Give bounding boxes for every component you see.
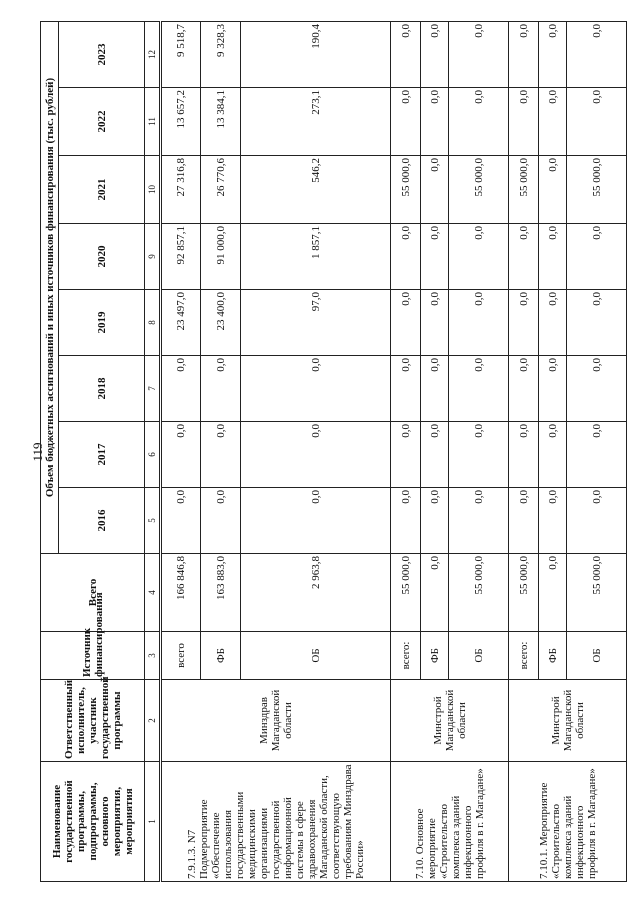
header-year: 2021 xyxy=(59,156,145,224)
year-value: 0,0 xyxy=(539,224,567,290)
executor: Минстрой Магаданской области xyxy=(391,680,509,762)
header-source: Источник финансирования xyxy=(41,632,145,680)
year-value: 0,0 xyxy=(449,488,509,554)
executor: Минздрав Магаданской области xyxy=(161,680,391,762)
year-value: 9 328,3 xyxy=(201,21,241,87)
column-number: 9 xyxy=(145,224,161,290)
funding-source: ФБ xyxy=(421,632,449,680)
funding-source: ОБ xyxy=(567,632,627,680)
total-value: 55 000,0 xyxy=(449,554,509,632)
total-value: 55 000,0 xyxy=(509,554,539,632)
year-value: 0,0 xyxy=(391,88,421,156)
year-value: 0,0 xyxy=(509,488,539,554)
funding-source: ОБ xyxy=(241,632,391,680)
year-value: 0,0 xyxy=(509,422,539,488)
column-number: 6 xyxy=(145,422,161,488)
year-value: 0,0 xyxy=(421,488,449,554)
total-value: 55 000,0 xyxy=(567,554,627,632)
year-value: 0,0 xyxy=(391,488,421,554)
column-number: 8 xyxy=(145,290,161,356)
column-number: 1 xyxy=(145,762,161,882)
column-number: 4 xyxy=(145,554,161,632)
column-number: 7 xyxy=(145,356,161,422)
header-executor: Ответственный исполнитель, участник государственной программы xyxy=(41,680,145,762)
measure-name: 7.9.1.3. N7 Подмероприятие «Обеспечение использования государственными медицинскими организациями государственной информационной системы в сфере здравоохранения Магаданской области, соответствующую требованиям Минздрава России» xyxy=(161,762,391,882)
year-value: 0,0 xyxy=(421,21,449,87)
year-value: 0,0 xyxy=(539,290,567,356)
year-value: 97,0 xyxy=(241,290,391,356)
year-value: 0,0 xyxy=(539,21,567,87)
column-number: 5 xyxy=(145,488,161,554)
year-value: 0,0 xyxy=(201,356,241,422)
header-volume: Объем бюджетных ассигнований и иных источников финансирования (тыс. рублей) xyxy=(41,21,59,553)
year-value: 9 518,7 xyxy=(161,21,201,87)
year-value: 0,0 xyxy=(449,88,509,156)
year-value: 0,0 xyxy=(509,356,539,422)
year-value: 13 657,2 xyxy=(161,88,201,156)
year-value: 55 000,0 xyxy=(449,156,509,224)
year-value: 0,0 xyxy=(509,290,539,356)
year-value: 0,0 xyxy=(241,356,391,422)
year-value: 0,0 xyxy=(539,488,567,554)
year-value: 0,0 xyxy=(567,224,627,290)
year-value: 0,0 xyxy=(509,88,539,156)
year-value: 0,0 xyxy=(161,488,201,554)
measure-name: 7.10. Основное мероприятие «Строительство комплекса зданий инфекционного профиля в г. Магадане» xyxy=(391,762,509,882)
year-value: 91 000,0 xyxy=(201,224,241,290)
year-value: 0,0 xyxy=(509,224,539,290)
year-value: 0,0 xyxy=(567,422,627,488)
funding-source: всего: xyxy=(509,632,539,680)
year-value: 0,0 xyxy=(391,224,421,290)
year-value: 27 316,8 xyxy=(161,156,201,224)
year-value: 55 000,0 xyxy=(509,156,539,224)
header-name: Наименование государственной программы, подпрограммы, основного мероприятия, мероприятия xyxy=(41,762,145,882)
header-year: 2022 xyxy=(59,88,145,156)
year-value: 0,0 xyxy=(509,21,539,87)
column-number: 10 xyxy=(145,156,161,224)
funding-source: всего xyxy=(161,632,201,680)
year-value: 0,0 xyxy=(567,21,627,87)
year-value: 0,0 xyxy=(241,422,391,488)
column-number: 2 xyxy=(145,680,161,762)
header-total: Всего xyxy=(41,554,145,632)
year-value: 0,0 xyxy=(421,156,449,224)
page-number: 119 xyxy=(30,442,45,462)
total-value: 0,0 xyxy=(539,554,567,632)
column-number: 12 xyxy=(145,21,161,87)
year-value: 0,0 xyxy=(421,356,449,422)
header-year: 2023 xyxy=(59,21,145,87)
funding-source: всего: xyxy=(391,632,421,680)
year-value: 0,0 xyxy=(391,290,421,356)
year-value: 0,0 xyxy=(567,488,627,554)
year-value: 0,0 xyxy=(421,224,449,290)
year-value: 0,0 xyxy=(449,290,509,356)
total-value: 0,0 xyxy=(421,554,449,632)
year-value: 55 000,0 xyxy=(567,156,627,224)
table-row xyxy=(509,21,539,881)
total-value: 166 846,8 xyxy=(161,554,201,632)
year-value: 0,0 xyxy=(421,290,449,356)
executor: Минстрой Магаданской области xyxy=(509,680,627,762)
funding-source: ФБ xyxy=(201,632,241,680)
year-value: 0,0 xyxy=(539,156,567,224)
year-value: 0,0 xyxy=(201,488,241,554)
year-value: 26 770,6 xyxy=(201,156,241,224)
header-year: 2017 xyxy=(59,422,145,488)
year-value: 190,4 xyxy=(241,21,391,87)
year-value: 0,0 xyxy=(567,356,627,422)
year-value: 0,0 xyxy=(201,422,241,488)
year-value: 0,0 xyxy=(449,422,509,488)
year-value: 13 384,1 xyxy=(201,88,241,156)
table-row xyxy=(391,21,421,881)
year-value: 273,1 xyxy=(241,88,391,156)
year-value: 0,0 xyxy=(391,356,421,422)
funding-source: ОБ xyxy=(449,632,509,680)
year-value: 0,0 xyxy=(391,422,421,488)
total-value: 163 883,0 xyxy=(201,554,241,632)
year-value: 0,0 xyxy=(391,21,421,87)
financing-table xyxy=(40,21,627,882)
year-value: 0,0 xyxy=(539,422,567,488)
year-value: 55 000,0 xyxy=(391,156,421,224)
funding-source: ФБ xyxy=(539,632,567,680)
year-value: 0,0 xyxy=(421,422,449,488)
year-value: 0,0 xyxy=(539,88,567,156)
year-value: 0,0 xyxy=(449,224,509,290)
header-row-top xyxy=(41,21,59,881)
year-value: 0,0 xyxy=(241,488,391,554)
year-value: 0,0 xyxy=(421,88,449,156)
header-year: 2016 xyxy=(59,488,145,554)
measure-name: 7.10.1. Мероприятие «Строительство комплекса зданий инфекционного профиля в г. Магадане» xyxy=(509,762,627,882)
year-value: 92 857,1 xyxy=(161,224,201,290)
total-value: 2 963,8 xyxy=(241,554,391,632)
year-value: 0,0 xyxy=(567,290,627,356)
year-value: 0,0 xyxy=(539,356,567,422)
rotated-table-sheet xyxy=(40,22,603,882)
table-row xyxy=(161,21,201,881)
header-year: 2020 xyxy=(59,224,145,290)
column-number-row xyxy=(145,21,161,881)
header-year: 2019 xyxy=(59,290,145,356)
header-year: 2018 xyxy=(59,356,145,422)
year-value: 23 497,0 xyxy=(161,290,201,356)
column-number: 3 xyxy=(145,632,161,680)
year-value: 0,0 xyxy=(161,422,201,488)
year-value: 0,0 xyxy=(161,356,201,422)
year-value: 23 400,0 xyxy=(201,290,241,356)
total-value: 55 000,0 xyxy=(391,554,421,632)
year-value: 546,2 xyxy=(241,156,391,224)
year-value: 0,0 xyxy=(567,88,627,156)
year-value: 1 857,1 xyxy=(241,224,391,290)
year-value: 0,0 xyxy=(449,356,509,422)
year-value: 0,0 xyxy=(449,21,509,87)
column-number: 11 xyxy=(145,88,161,156)
